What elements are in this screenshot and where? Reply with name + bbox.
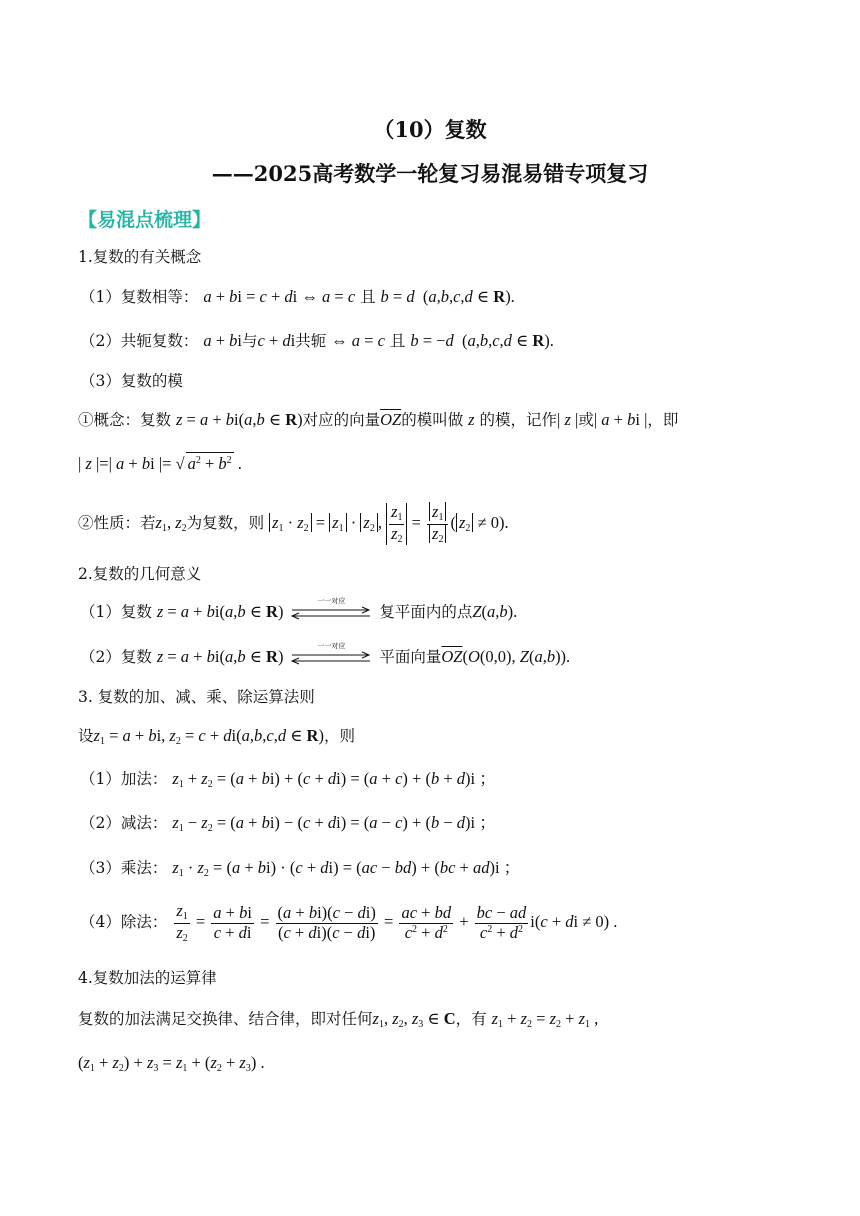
rule-subtraction: （2）减法： $z_1 - z_2 = (a + bi) - (c + di) = (a - c) + (b - d)i$ ； <box>80 813 496 834</box>
section-heading: 【易混点梳理】 <box>78 209 212 231</box>
associative-law: $(z_1 + z_2) + z_3 = z_1 + (z_2 + z_3)$ . <box>78 1053 265 1074</box>
page-title: （10）复数 <box>373 117 487 142</box>
item-conjugate: （2）共轭复数： a + bi与c + di共轭 ⇔ a = c 且 b = −d (a,b,c,d ∈ R). <box>80 331 554 350</box>
item-modulus: （3）复数的模 <box>80 372 183 390</box>
addition-laws-text: 复数的加法满足交换律、结合律，即对任何$z_1$, $z_2$, $z_3$ ∈ C，有 $z_1 + z_2 = z_2 + z_1$ , <box>78 1009 599 1030</box>
rule-division: （4）除法： $\frac{z_1}{z_2}$ = $\frac{a + bi}{c + di}$ = $\frac{(a + bi)(c - di)}{(c + di)(c - di)}$ = $\frac{ac + bd}{c^2 + d^2}$ + $\frac{bc - ad}{c^2 + d^2}$ i(c + di ≠ 0) . <box>80 901 618 944</box>
operations-setup: 设$z_1 = a$ + bi, $z_2 = c + di(a,b,c,d$ ∈ R)，则 <box>78 726 355 747</box>
bidirectional-arrow-icon: 一一对应 <box>290 604 372 622</box>
heading-addition-laws: 4.复数加法的运算律 <box>78 969 217 987</box>
heading-operations: 3. 复数的加、减、乘、除运算法则 <box>78 688 315 706</box>
heading-geometric-meaning: 2.复数的几何意义 <box>78 565 202 583</box>
modulus-formula: | z |=| a + bi |= √ $a^2 + b^2$ . <box>78 454 242 473</box>
page-subtitle: ——2025高考数学一轮复习易混易错专项复习 <box>211 161 649 186</box>
rule-multiplication: （3）乘法： $z_1 \cdot z_2 = (a + bi) \cdot (c + di) = (ac - bd) + (bc + ad)i$ ； <box>80 858 521 879</box>
item-point-correspondence: （1）复数 z = a + bi(a,b ∈ R) 一一对应 复平面内的点Z(a,b). <box>80 597 518 621</box>
item-complex-equality: （1）复数相等： a + bi = c + di ⇔ a = c 且 b = d (a,b,c,d ∈ R). <box>80 287 515 306</box>
item-vector-correspondence: （2）复数 z = a + bi(a,b ∈ R) 一一对应 平面向量$\overline{OZ}(O(0,0)$, Z(a,b)). <box>80 642 571 666</box>
bidirectional-arrow-icon: 一一对应 <box>290 649 372 667</box>
rule-addition: （1）加法： $z_1 + z_2 = (a + bi) + (c + di) = (a + c) + (b + d)i$ ； <box>80 769 496 790</box>
modulus-concept: ①概念：复数 z = a + bi(a,b ∈ R)对应的向量$\overline{OZ}$的模叫做 z 的模，记作| z |或| a + bi |，即 <box>78 410 679 429</box>
modulus-property: ②性质：若$z_1$, $z_2$为复数，则 $z_1 \cdot z_2 = z_1 \cdot z_2$ , $\frac{z_1}{z_2}$ = $\frac{z_1}{z_2}$ ( $z_2 \ne 0$). <box>78 502 509 545</box>
heading-complex-concepts: 1.复数的有关概念 <box>78 248 202 266</box>
